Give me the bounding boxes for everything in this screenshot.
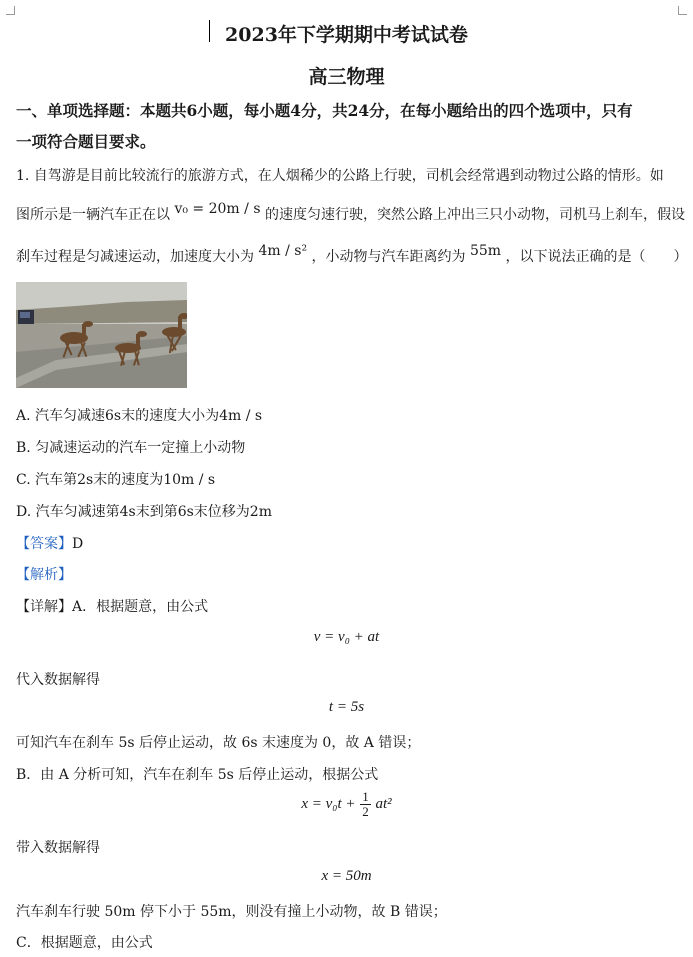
option-a: A. 汽车匀减速6s末的速度大小为4m / s: [16, 408, 263, 424]
acceleration-expression: 4m / s²: [258, 243, 308, 259]
page-corner-mark-left: [6, 6, 15, 15]
step2-text: 带入数据解得: [16, 840, 100, 856]
question-line2-text-a: 图所示是一辆汽车正在以: [16, 207, 170, 223]
fraction-numerator: 1: [362, 789, 369, 804]
analysis-tag: 【解析】: [16, 567, 72, 583]
formula2-right: at²: [375, 795, 392, 812]
formula-displacement: [0, 790, 693, 819]
car-and-animals-photo: [16, 282, 187, 388]
option-b: B. 匀减速运动的汽车一定撞上小动物: [16, 440, 246, 456]
question-line2-text-b: 的速度匀速行驶，突然公路上冲出三只小动物，司机马上刹车，假设: [264, 207, 685, 223]
option-d: D. 汽车匀减速第4s末到第6s末位移为2m: [16, 504, 272, 520]
distance-expression: 55m: [469, 243, 502, 259]
formula2-left: x = v₀t +: [301, 795, 356, 812]
v0-expression: v₀ = 20m / s: [174, 201, 261, 217]
result-displacement: x = 50m: [321, 868, 372, 884]
answer-value: D: [72, 536, 84, 552]
answer-tag: 【答案】: [16, 536, 72, 552]
page-title: 2023年下学期期中考试试卷: [225, 24, 468, 46]
detail-b-text: B．由 A 分析可知，汽车在刹车 5s 后停止运动，根据公式: [16, 767, 379, 783]
formula-velocity: v = v₀ + at: [313, 629, 380, 645]
detail-a-line: [16, 596, 208, 616]
page-corner-mark-right: [678, 6, 687, 15]
result-time: t = 5s: [328, 699, 365, 715]
page-subtitle: 高三物理: [308, 66, 385, 88]
fraction-denominator: 2: [362, 804, 369, 819]
question-line3-text-a: 刹车过程是匀减速运动，加速度大小为: [16, 249, 254, 265]
question-line1: 1. 自驾游是目前比较流行的旅游方式，在人烟稀少的公路上行驶，司机会经常遇到动物过公路的情形。如: [16, 168, 664, 184]
question-line3-text-c: ，以下说法正确的是（ ）: [505, 249, 688, 265]
question-line3-text-b: ，小动物与汽车距离约为: [311, 249, 466, 265]
photo-car-vicunas-icon: [16, 282, 187, 388]
section-heading-line1: 一、单项选择题：本题共6小题，每小题4分，共24分，在每小题给出的四个选项中，只有: [16, 101, 633, 120]
option-c: C. 汽车第2s末的速度为10m / s: [16, 472, 216, 488]
conclusion-a: 可知汽车在刹车 5s 后停止运动，故 6s 末速度为 0，故 A 错误；: [16, 735, 421, 751]
question-line3: [16, 243, 688, 266]
detail-a-text: A．根据题意，由公式: [72, 599, 209, 615]
question-line2: [16, 201, 685, 224]
section-heading-line2: 一项符合题目要求。: [16, 132, 156, 151]
step1-text: 代入数据解得: [16, 672, 100, 688]
answer-line: [16, 533, 83, 553]
conclusion-b: 汽车刹车行驶 50m 停下小于 55m，则没有撞上小动物，故 B 错误；: [16, 904, 447, 920]
fraction-one-half: [360, 790, 371, 819]
detail-c-text: C．根据题意，由公式: [16, 935, 153, 951]
detail-tag: 【详解】: [16, 599, 72, 615]
